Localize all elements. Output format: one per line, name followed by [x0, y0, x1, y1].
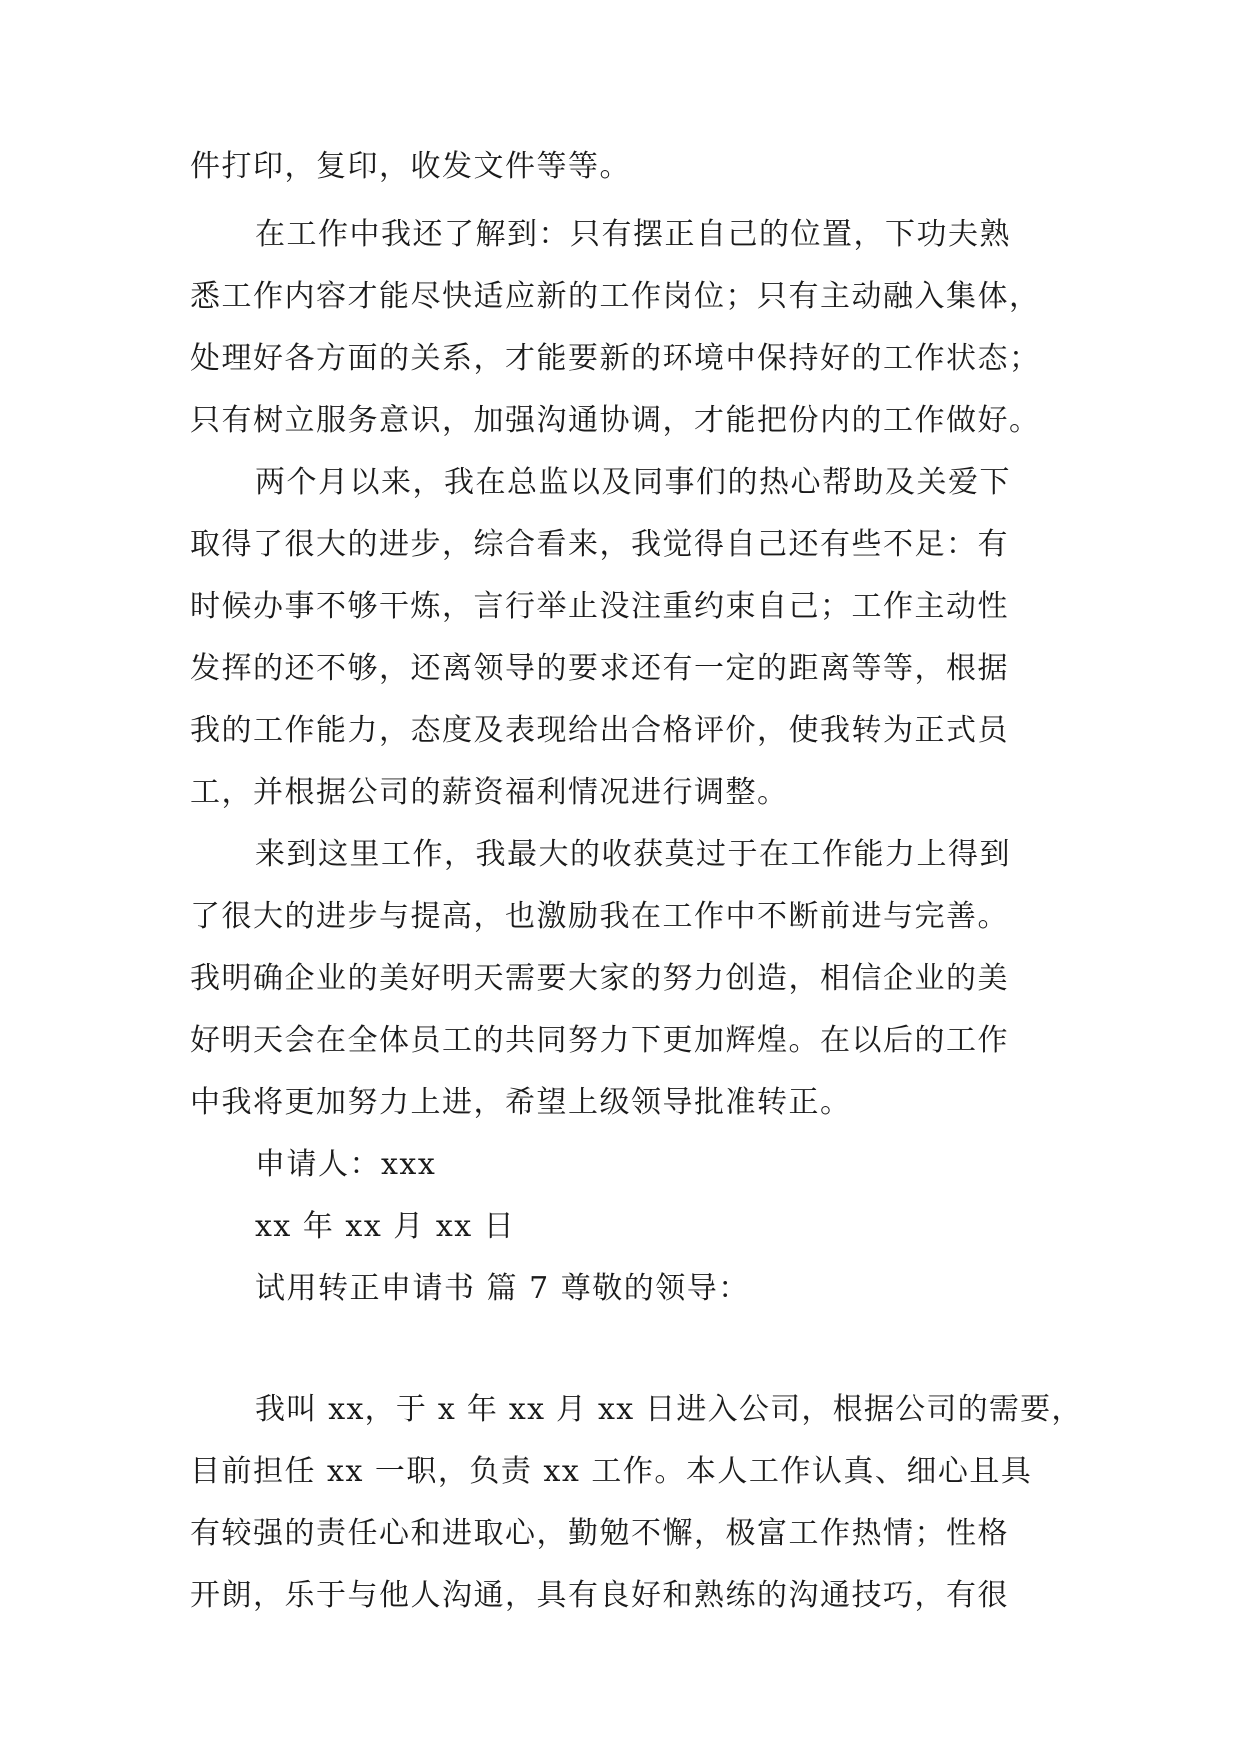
- text-line: 我叫 xx，于 x 年 xx 月 xx 日进入公司，根据公司的需要，: [255, 1392, 1083, 1427]
- text-line: 来到这里工作，我最大的收获莫过于在工作能力上得到: [255, 837, 1011, 872]
- date-line: xx 年 xx 月 xx 日: [255, 1209, 516, 1244]
- text-line: 件打印，复印，收发文件等等。: [190, 149, 631, 184]
- text-line: 中我将更加努力上进，希望上级领导批准转正。: [190, 1085, 852, 1120]
- text-line: 有较强的责任心和进取心，勤勉不懈，极富工作热情；性格: [190, 1516, 1009, 1551]
- text-line: 处理好各方面的关系，才能要新的环境中保持好的工作状态；: [190, 341, 1041, 376]
- section-heading: 试用转正申请书 篇 7 尊敬的领导：: [255, 1271, 750, 1306]
- text-line: 了很大的进步与提高，也激励我在工作中不断前进与完善。: [190, 899, 1009, 934]
- text-line: 取得了很大的进步，综合看来，我觉得自己还有些不足：有: [190, 527, 1009, 562]
- text-line: 我的工作能力，态度及表现给出合格评价，使我转为正式员: [190, 713, 1009, 748]
- text-line: 好明天会在全体员工的共同努力下更加辉煌。在以后的工作: [190, 1023, 1009, 1058]
- text-line: 只有树立服务意识，加强沟通协调，才能把份内的工作做好。: [190, 403, 1041, 438]
- text-line: 在工作中我还了解到：只有摆正自己的位置，下功夫熟: [255, 217, 1011, 252]
- text-line: 时候办事不够干炼，言行举止没注重约束自己；工作主动性: [190, 589, 1009, 624]
- text-line: 两个月以来，我在总监以及同事们的热心帮助及关爱下: [255, 465, 1011, 500]
- text-line: 工，并根据公司的薪资福利情况进行调整。: [190, 775, 789, 810]
- signature-line: 申请人：xxx: [255, 1147, 437, 1182]
- text-line: 发挥的还不够，还离领导的要求还有一定的距离等等，根据: [190, 651, 1009, 686]
- text-line: 悉工作内容才能尽快适应新的工作岗位；只有主动融入集体，: [190, 279, 1041, 314]
- text-line: 开朗，乐于与他人沟通，具有良好和熟练的沟通技巧，有很: [190, 1578, 1009, 1613]
- text-line: 我明确企业的美好明天需要大家的努力创造，相信企业的美: [190, 961, 1009, 996]
- text-line: 目前担任 xx 一职，负责 xx 工作。本人工作认真、细心且具: [190, 1454, 1033, 1489]
